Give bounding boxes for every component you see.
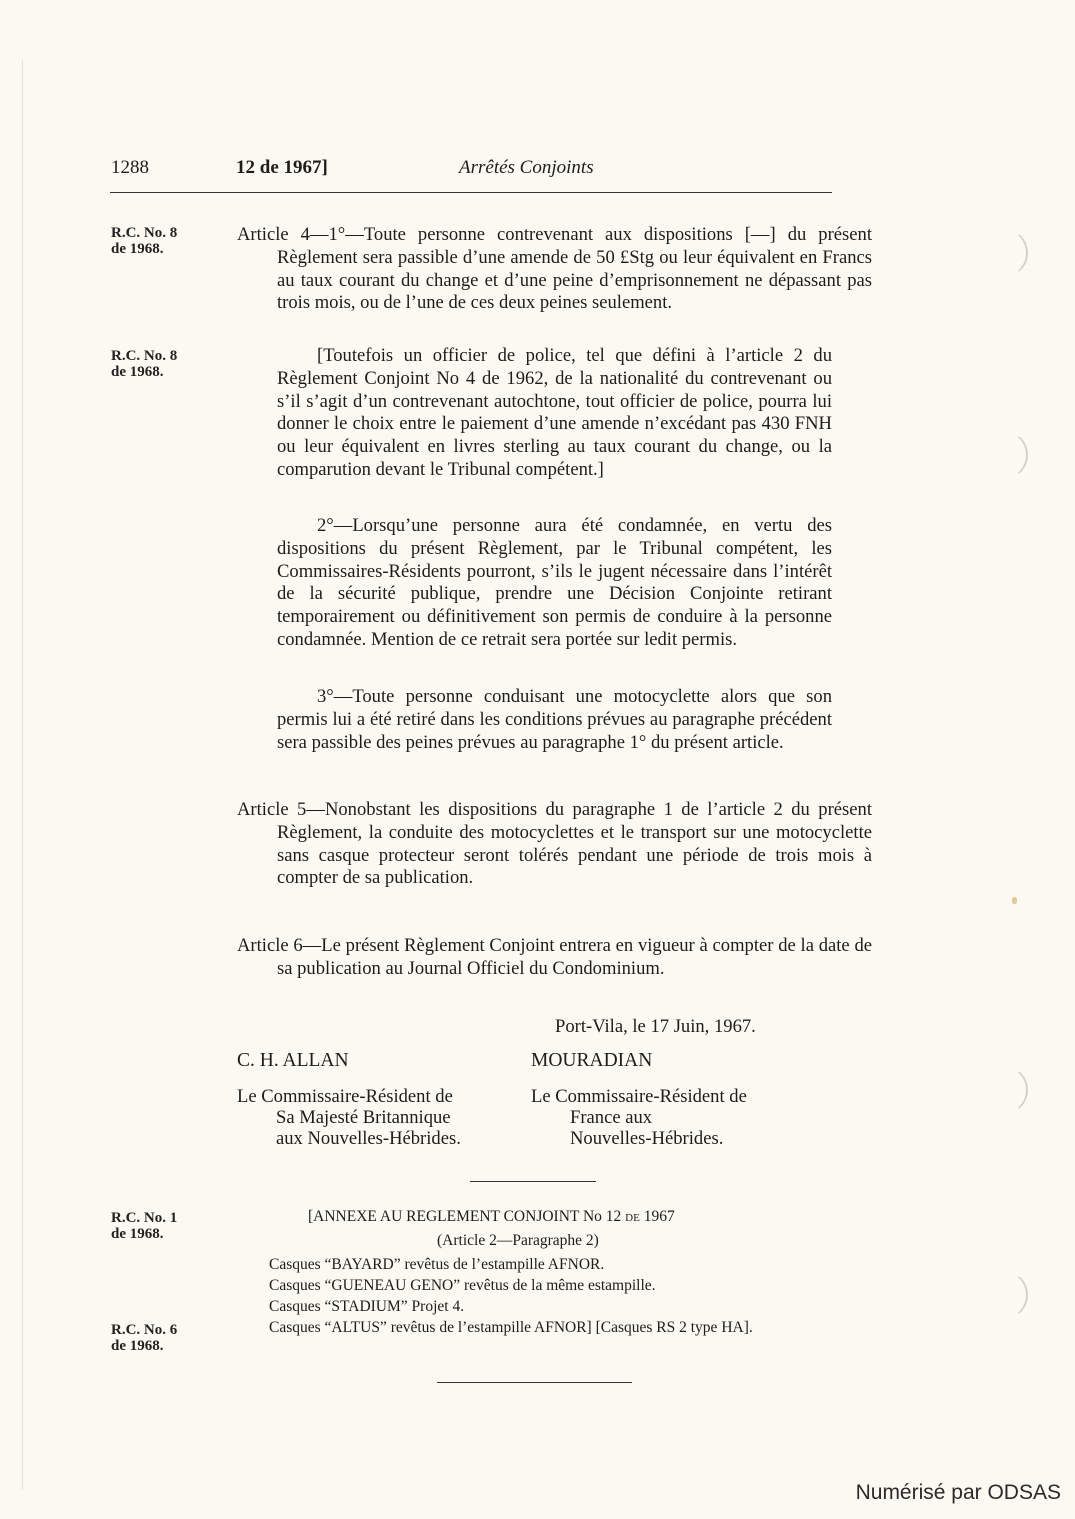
- annex-item: Casques “BAYARD” revêtus de l’estampille AFNOR.: [269, 1256, 605, 1273]
- annex-title: [ANNEXE AU REGLEMENT CONJOINT No 12 de 1967: [308, 1208, 675, 1225]
- section-title: Arrêtés Conjoints: [459, 157, 594, 178]
- binder-hole: [985, 1067, 1028, 1113]
- signatory-name-right: MOURADIAN: [531, 1050, 653, 1071]
- signatory-title-left: Le Commissaire-Résident de Sa Majesté Britannique aux Nouvelles-Hébrides.: [237, 1086, 461, 1149]
- article-4-paragraph-1: Article 4—1°—Toute personne contrevenant aux dispositions [—] du présent Règlement sera passible d’une amende de 50 £Stg ou leur équivalent en Francs au taux courant du change et d’une peine d’emprisonnement ne dépassant pas trois mois, ou de l’une de ces deux peines seulement.: [237, 224, 872, 314]
- margin-note: R.C. No. 8 de 1968.: [111, 348, 178, 380]
- binder-hole: [985, 230, 1028, 276]
- annex-item: Casques “STADIUM” Projet 4.: [269, 1298, 465, 1315]
- margin-note: R.C. No. 1 de 1968.: [111, 1210, 178, 1242]
- binder-hole: [985, 432, 1028, 478]
- signatory-title-right: Le Commissaire-Résident de France aux Nouvelles-Hébrides.: [531, 1086, 747, 1149]
- article-4-paragraph-3: 3°—Toute personne conduisant une motocyclette alors que son permis lui a été retiré dans les conditions prévues au paragraphe précédent sera passible des peines prévues au paragraphe 1° du présent article.: [277, 686, 832, 753]
- article-4-amendment-note: [Toutefois un officier de police, tel que défini à l’article 2 du Règlement Conjoint No 4 de 1962, de la nationalité du contrevenant ou s’il s’agit d’un contrevenant autochtone, tout officier de police, pourra lui donner le choix entre le paiement d’une amende n’excédant pas 430 FNH ou leur équivalent en livres sterling au taux courant du change, ou la comparution devant le Tribunal compétent.]: [277, 345, 832, 480]
- end-rule: [437, 1382, 632, 1383]
- digitization-credit: Numérisé par ODSAS: [855, 1481, 1061, 1504]
- scan-edge-shadow: [22, 60, 23, 1490]
- separator-rule: [470, 1181, 596, 1182]
- article-4-paragraph-2: 2°—Lorsqu’une personne aura été condamnée, en vertu des dispositions du présent Règlement, par le Tribunal compétent, les Commissaires-Résidents pourront, s’ils le jugent nécessaire dans l’intérêt de la sécurité publique, prendre une Décision Conjointe retirant temporairement ou définitivement son permis de conduire à la personne condamnée. Mention de ce retrait sera portée sur ledit permis.: [277, 515, 832, 650]
- signatory-name-left: C. H. ALLAN: [237, 1050, 349, 1071]
- header-rule: [110, 192, 832, 193]
- article-5: Article 5—Nonobstant les dispositions du paragraphe 1 de l’article 2 du présent Règlement, la conduite des motocyclettes et le transport sur une motocyclette sans casque protecteur seront tolérés pendant une période de trois mois à compter de sa publication.: [237, 799, 872, 889]
- binder-hole: [985, 1272, 1028, 1318]
- annex-item: Casques “ALTUS” revêtus de l’estampille AFNOR] [Casques RS 2 type HA].: [269, 1319, 753, 1336]
- scan-speck: [1012, 897, 1017, 904]
- margin-note: R.C. No. 8 de 1968.: [111, 225, 178, 257]
- margin-note: R.C. No. 6 de 1968.: [111, 1322, 178, 1354]
- place-date: Port-Vila, le 17 Juin, 1967.: [555, 1016, 756, 1037]
- annex-item: Casques “GUENEAU GENO” revêtus de la même estampille.: [269, 1277, 656, 1294]
- article-6: Article 6—Le présent Règlement Conjoint entrera en vigueur à compter de la date de sa publication au Journal Officiel du Condominium.: [237, 935, 872, 979]
- issue-reference: 12 de 1967]: [236, 157, 328, 178]
- page-number: 1288: [111, 157, 149, 178]
- annex-subtitle: (Article 2—Paragraphe 2): [437, 1232, 599, 1249]
